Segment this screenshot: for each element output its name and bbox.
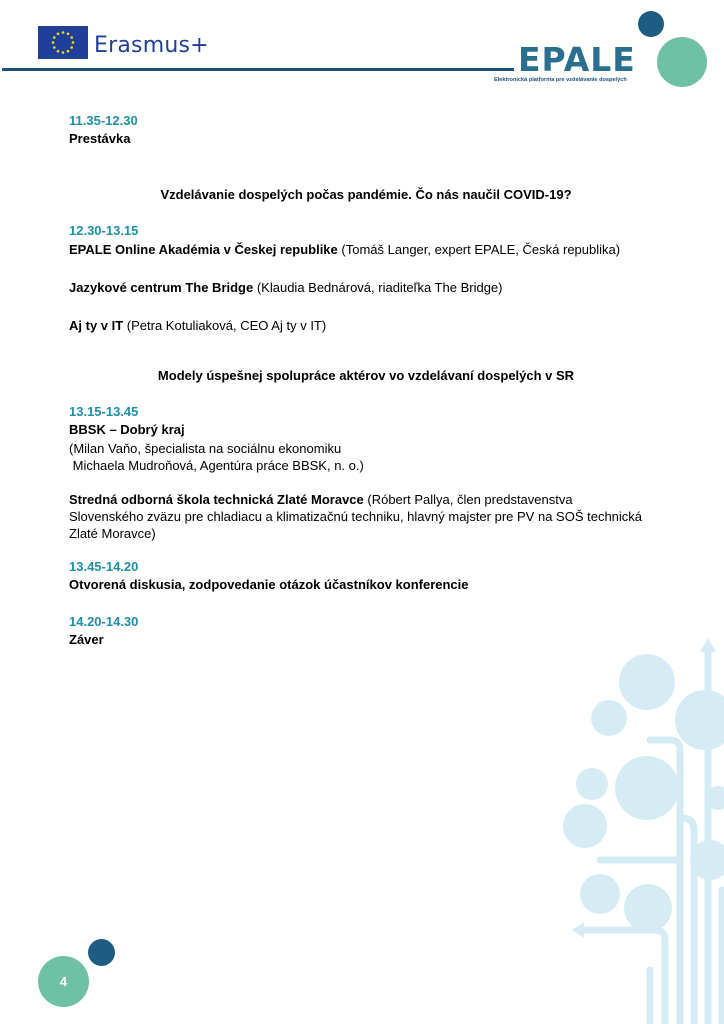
header-divider [2,68,514,71]
agenda-title-1: Prestávka [69,131,131,146]
section-heading-1: Vzdelávanie dospelých počas pandémie. Čo nás naučil COVID-19? [160,187,572,202]
section-heading-2: Modely úspešnej spolupráce aktérov vo vzdelávaní dospelých v SR [157,368,575,383]
agenda-time-3: 13.15-13.45 [69,404,139,419]
agenda-time-2: 12.30-13.15 [69,223,139,238]
epale-tagline: Elektronická platforma pre vzdelávanie dospelých [494,77,627,83]
agenda-item-title: EPALE Online Akadémia v Českej republike [69,242,338,257]
agenda-item [69,317,659,334]
decorative-circle-dark [638,11,664,37]
page-number: 4 [38,956,89,1007]
agenda-item [69,241,659,258]
decorative-circle-dark [88,939,115,966]
agenda-item-title: Stredná odborná škola technická Zlaté Moravce [69,492,364,507]
agenda-speaker-line: Michaela Mudroňová, Agentúra práce BBSK, n. o.) [69,458,364,473]
agenda-item-title: Aj ty v IT [69,318,124,333]
agenda-title-5: Záver [69,632,104,647]
agenda-item-desc: (Klaudia Bednárová, riaditeľka The Bridge) [253,280,503,295]
agenda-item-desc: (Róbert Pallya, člen predstavenstva Slovenského zväzu pre chladiacu a klimatizačnú techniku, hlavný majster pre PV na SOŠ technická Zlaté Moravce) [69,492,643,541]
agenda-item-desc: (Petra Kotuliaková, CEO Aj ty v IT) [123,318,327,333]
agenda-speaker-line: (Milan Vaňo, špecialista na sociálnu ekonomiku [69,441,342,456]
agenda-title-4: Otvorená diskusia, zodpovedanie otázok účastníkov konferencie [69,577,469,592]
agenda-time-5: 14.20-14.30 [69,614,139,629]
erasmus-logo-text: Erasmus+ [94,33,209,58]
epale-logo-text: EPALE [518,40,636,79]
decorative-circle-green [657,37,707,87]
agenda-item [69,491,644,542]
agenda-title-3: BBSK – Dobrý kraj [69,422,185,437]
agenda-item-desc: (Tomáš Langer, expert EPALE, Česká republika) [337,242,621,257]
tree-decoration-icon [540,630,724,1024]
agenda-time-4: 13.45-14.20 [69,559,139,574]
agenda-item [69,279,659,296]
agenda-item-title: Jazykové centrum The Bridge [69,280,254,295]
eu-flag-icon [38,26,88,59]
agenda-time-1: 11.35-12.30 [69,113,138,128]
page-header [0,0,724,100]
